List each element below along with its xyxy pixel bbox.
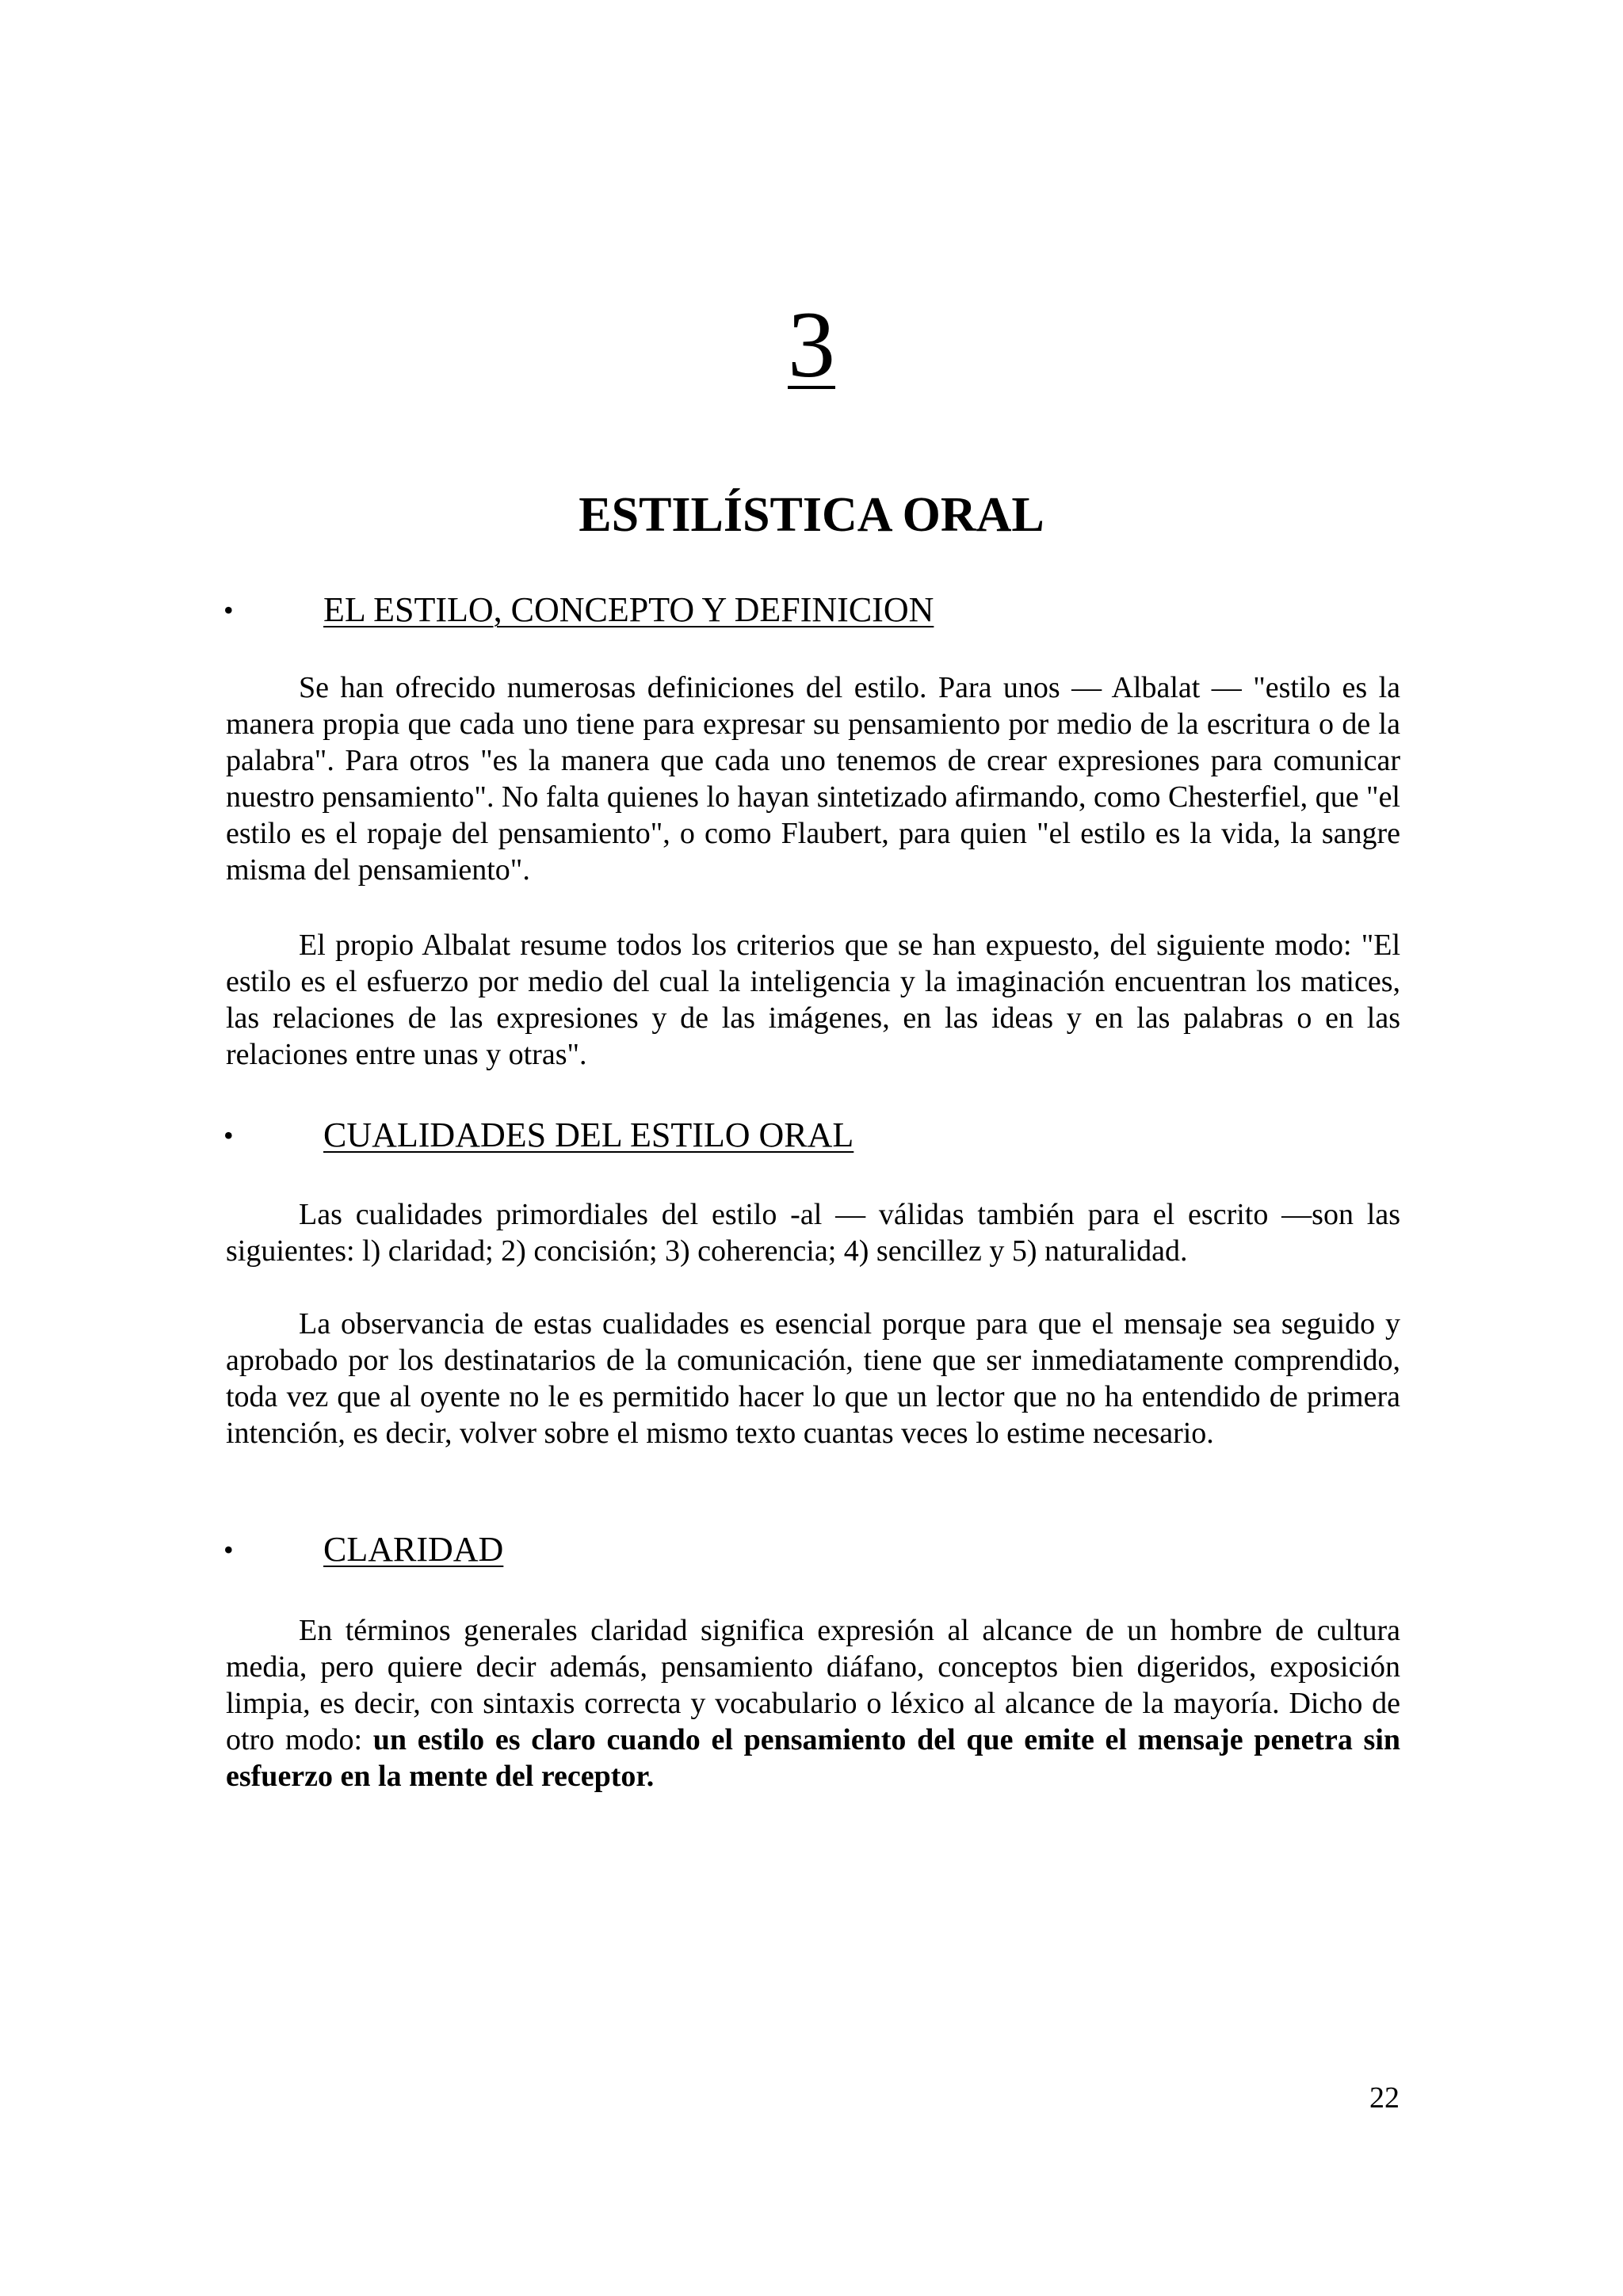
chapter-title: ESTILÍSTICA ORAL: [579, 488, 1044, 542]
bullet-icon: •: [223, 1534, 234, 1566]
paragraph-claridad-bold: un estilo es claro cuando el pensamiento del que emite el mensaje penetra sin esfuerzo en la mente del receptor.: [226, 1723, 1401, 1793]
section-heading-text: CUALIDADES DEL ESTILO ORAL: [323, 1116, 854, 1154]
paragraph-cualidades-primordiales: Las cualidades primordiales del estilo -al — válidas también para el escrito —son las siguientes: l) claridad; 2) concisión; 3) coherencia; 4) sencillez y 5) naturalidad.: [226, 1198, 1400, 1268]
paragraph-claridad: [226, 1612, 1400, 1794]
paragraph-claridad-text: En términos generales claridad significa expresión al alcance de un hombre de cultura media, pero quiere decir además, pensamiento diáfano, conceptos bien digeridos, exposición limpia, es decir, con sintaxis correcta y vocabulario o léxico al alcance de la mayoría. Dicho de otro modo:: [226, 1614, 1400, 1756]
paragraph-definiciones-estilo: Se han ofrecido numerosas definiciones del estilo. Para unos — Albalat — "estilo es la manera propia que cada uno tiene para expresar su pensamiento por medio de la escritura o de la palabra". Para otros "es la manera que cada uno tenemos de crear expresiones para comunicar nuestro pensamiento". No falta quienes lo hayan sintetizado afirmando, como Chesterfiel, que "el estilo es el ropaje del pensamiento", o como Flaubert, para quien "el estilo es la vida, la sangre misma del pensamiento".: [226, 671, 1400, 887]
bullet-icon: •: [223, 1119, 234, 1151]
chapter-number: 3: [788, 292, 835, 397]
section-heading-text: EL ESTILO, CONCEPTO Y DEFINICION: [323, 590, 934, 629]
bullet-icon: •: [223, 594, 234, 626]
paragraph-observancia: La observancia de estas cualidades es esencial porque para que el mensaje sea seguido y aprobado por los destinatarios de la comunicación, tiene que ser inmediatamente comprendido, toda vez que al oyente no le es permitido hacer lo que un lector que no ha entendido de primera intención, es decir, volver sobre el mismo texto cuantas veces lo estime necesario.: [226, 1307, 1400, 1450]
paragraph-albalat-resume: El propio Albalat resume todos los criterios que se han expuesto, del siguiente modo: "El estilo es el esfuerzo por medio del cual la inteligencia y la imaginación encuentran los matices, las relaciones de las expresiones y de las imágenes, en las ideas y en las palabras o en las relaciones entre unas y otras".: [226, 929, 1400, 1071]
section-heading-text: CLARIDAD: [323, 1530, 504, 1569]
page-number: 22: [1369, 2081, 1400, 2115]
